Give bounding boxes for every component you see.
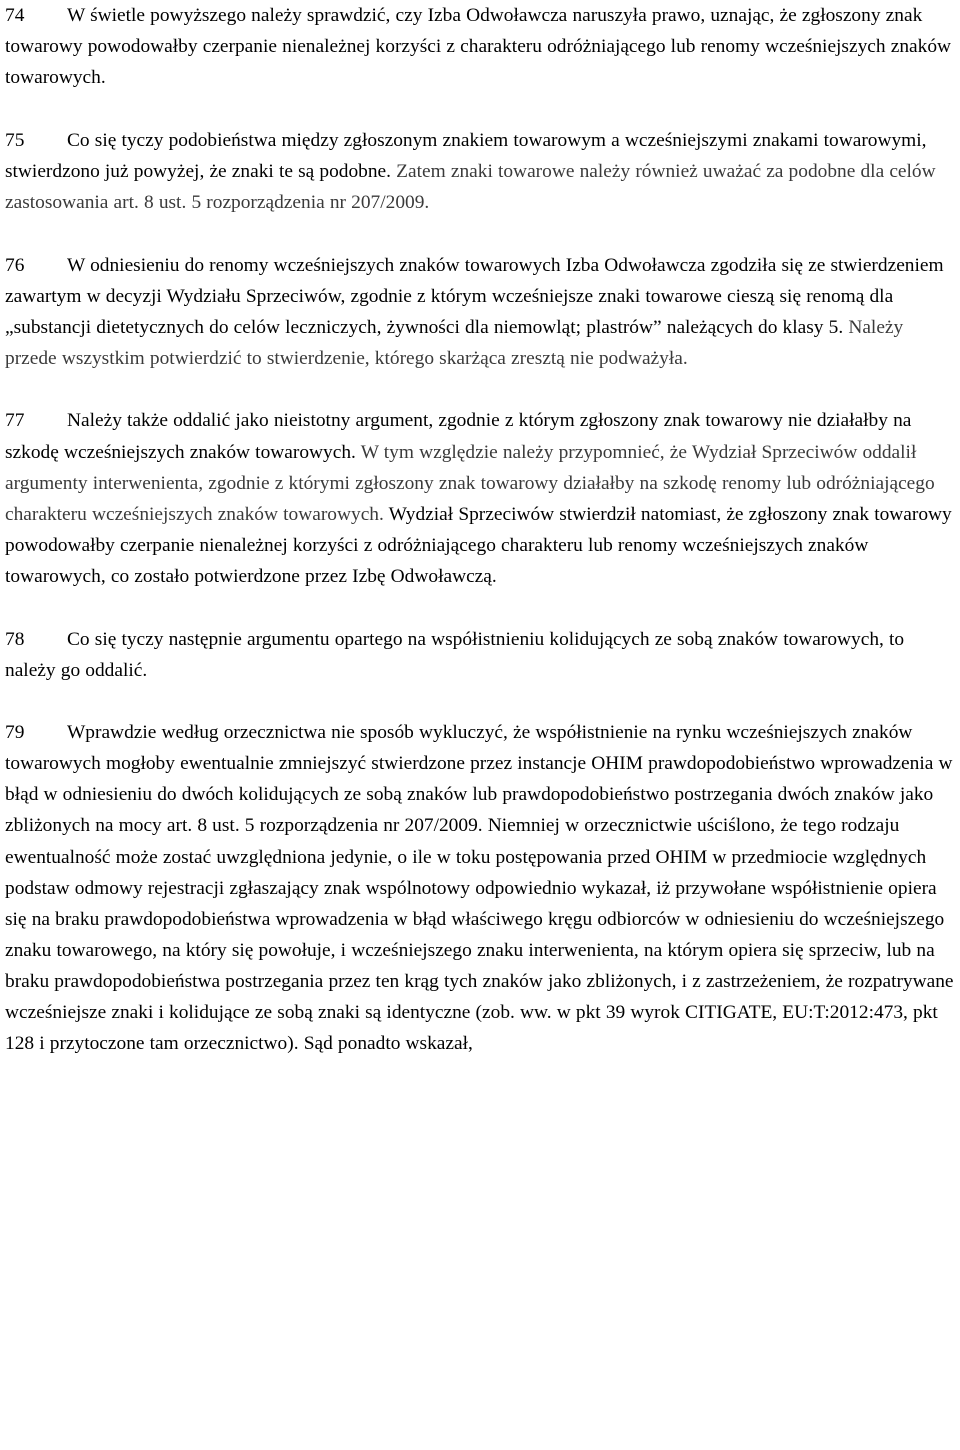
paragraph-text: W odniesieniu do renomy wcześniejszych znaków towarowych Izba Odwoławcza zgodziła się ze stwierdzeniem zawartym w decyzji Wydziału Sprzeciwów, zgodnie z którym wcześniejsze znaki towarowe cieszą się renomą dla „substancji dietetycznych do celów leczniczych, żywności dla niemowląt; plastrów” należących do klasy 5.: [5, 254, 944, 338]
paragraph-text: W tym względzie należy przypomnieć, że Wydział Sprzeciwów oddalił argumenty interwenienta, zgodnie z którymi zgłoszony znak towarowy działałby na szkodę renomy lub odróżniającego charakteru wcześniejszych znaków towarowych.: [5, 441, 935, 525]
paragraph-number: 78: [5, 628, 25, 650]
paragraph-text: Zatem znaki towarowe należy również uważać za podobne dla celów zastosowania art. 8 ust. 5 rozporządzenia nr 207/2009.: [5, 160, 936, 213]
paragraph-number: 79: [5, 722, 25, 744]
paragraph-number: 76: [5, 254, 25, 276]
paragraph-74: [5, 0, 956, 93]
paragraph-text: W świetle powyższego należy sprawdzić, czy Izba Odwoławcza naruszyła prawo, uznając, że zgłoszony znak towarowy powodowałby czerpanie nienależnej korzyści z charakteru odróżniającego lub renomy wcześniejszych znaków towarowych.: [5, 5, 952, 89]
paragraph-78: [5, 624, 956, 686]
paragraph-number: 74: [5, 5, 25, 26]
paragraph-number: 77: [5, 410, 25, 432]
paragraph-text: Co się tyczy następnie argumentu opartego na współistnieniu kolidujących ze sobą znaków towarowych, to należy go oddalić.: [5, 628, 905, 681]
paragraph-79: [5, 717, 956, 1059]
paragraph-text: Wprawdzie według orzecznictwa nie sposób wykluczyć, że współistnienie na rynku wcześniejszych znaków towarowych mogłoby ewentualnie zmniejszyć stwierdzone przez instancje OHIM prawdopodobieństwo wprowadzenia w błąd w odniesieniu do dwóch kolidujących ze sobą znaków lub prawdopodobieństwo postrzegania dwóch znaków jako zbliżonych na mocy art. 8 ust. 5 rozporządzenia nr 207/2009.: [5, 722, 953, 837]
paragraph-number: 75: [5, 129, 25, 151]
paragraph-text: Co się tyczy podobieństwa między zgłoszonym znakiem towarowym a wcześniejszymi znakami towarowymi, stwierdzono już powyżej, że znaki te są podobne.: [5, 129, 927, 182]
paragraph-text: Niemniej w orzecznictwie uściślono, że tego rodzaju ewentualność może zostać uwzględniona jedynie, o ile w toku postępowania przed OHIM w przedmiocie względnych podstaw odmowy rejestracji zgłaszający znak wspólnotowy odpowiednio wykazał, iż przywołane współistnienie opiera się na braku prawdopodobieństwa wprowadzenia w błąd właściwego kręgu odbiorców w odniesieniu do wcześniejszego znaku towarowego, na który się powołuje, i wcześniejszego znaku interwenienta, na którym opiera się sprzeciw, lub na braku prawdopodobieństwa postrzegania przez ten krąg tych znaków jako zbliżonych, i z zastrzeżeniem, że rozpatrywane wcześniejsze znaki i kolidujące ze sobą znaki są identyczne (zob. ww. w pkt 39 wyrok CITIGATE, EU:T:2012:473, pkt 128 i przytoczone tam orzecznictwo). Sąd ponadto wskazał,: [5, 815, 954, 1055]
paragraph-text: Wydział Sprzeciwów stwierdził natomiast, że zgłoszony znak towarowy powodowałby czerpanie nienależnej korzyści z odróżniającego charakteru lub renomy wcześniejszych znaków towarowych, co zostało potwierdzone przez Izbę Odwoławczą.: [5, 503, 952, 587]
paragraph-77: [5, 405, 956, 592]
paragraph-75: [5, 125, 956, 218]
paragraph-text: Należy także oddalić jako nieistotny argument, zgodnie z którym zgłoszony znak towarowy nie działałby na szkodę wcześniejszych znaków towarowych.: [5, 410, 912, 463]
paragraph-text: Należy przede wszystkim potwierdzić to stwierdzenie, którego skarżąca zresztą nie podważyła.: [5, 316, 904, 369]
paragraph-76: [5, 250, 956, 374]
